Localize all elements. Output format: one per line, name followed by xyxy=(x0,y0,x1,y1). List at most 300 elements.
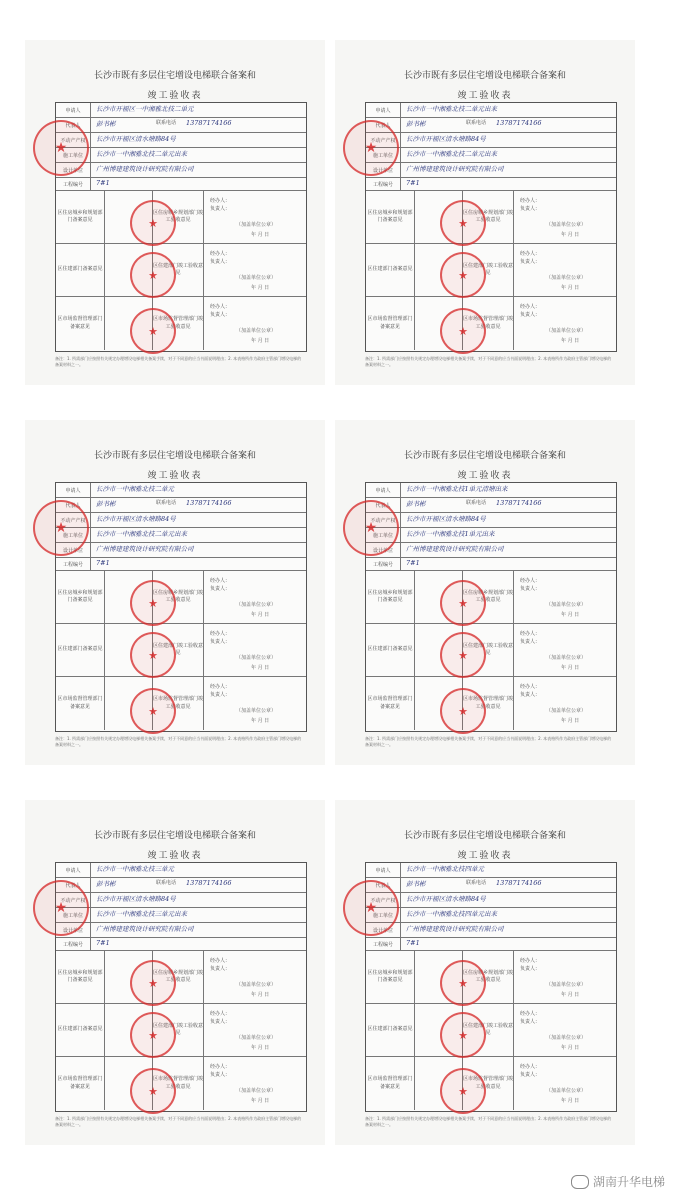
label-project: 工程编号 xyxy=(56,558,91,570)
label-construction-acceptance: 区住建部门竣工验收意见 xyxy=(152,1004,204,1056)
form-title: 长沙市既有多层住宅增设电梯联合备案和 xyxy=(93,831,256,841)
supervision-seal: （加盖单位公章） xyxy=(546,328,587,334)
label-project: 工程编号 xyxy=(366,558,401,570)
construction-handler: 经办人： xyxy=(520,631,541,637)
label-supervision-acceptance: 区市场监督管理部门竣工验收意见 xyxy=(462,677,514,730)
label-construction-dept: 区住建部门备案意见 xyxy=(56,1004,105,1056)
row-construction xyxy=(56,148,306,163)
planning-seal: （加盖单位公章） xyxy=(546,982,587,988)
row-supervision xyxy=(56,1057,306,1110)
supervision-seal: （加盖单位公章） xyxy=(546,708,587,714)
red-seal-stamp xyxy=(130,632,176,678)
red-seal-stamp xyxy=(33,880,89,936)
row-project xyxy=(56,938,306,951)
label-supervision: 区市场监督管理部门备案意见 xyxy=(56,1057,105,1110)
label-supervision: 区市场监督管理部门备案意见 xyxy=(56,677,105,730)
star-icon: ★ xyxy=(364,140,378,156)
form-subtitle: 竣工验收表 xyxy=(457,851,513,861)
label-design: 设计单位 xyxy=(366,543,401,557)
value-design: 广州博建建筑设计研究院有限公司 xyxy=(406,165,504,173)
label-supervision-acceptance: 区市场监督管理部门竣工验收意见 xyxy=(152,1057,204,1110)
value-construction: 长沙市一中湘雅北技二单元出来 xyxy=(96,530,187,538)
value-address: 长沙市开福区清水塘路84号 xyxy=(96,895,176,903)
planning-seal: （加盖单位公章） xyxy=(236,982,277,988)
construction-handler: 经办人： xyxy=(210,631,231,637)
label-construction-dept: 区住建部门备案意见 xyxy=(366,244,415,296)
supervision-date: 年 月 日 xyxy=(561,718,580,724)
star-icon: ★ xyxy=(364,900,378,916)
value-construction: 长沙市一中湘雅北技二单元出来 xyxy=(96,150,187,158)
label-construction-acceptance: 区住建部门竣工验收意见 xyxy=(152,624,204,676)
watermark-text: 湖南升华电梯 xyxy=(592,1175,665,1189)
label-construction: 施工单位 xyxy=(366,148,401,162)
star-icon: ★ xyxy=(148,216,158,230)
construction-handler: 经办人： xyxy=(210,1011,231,1017)
row-address xyxy=(366,513,616,528)
row-applicant xyxy=(366,103,616,118)
star-icon: ★ xyxy=(54,520,68,536)
form-table xyxy=(365,482,617,732)
value-construction: 长沙市一中湘雅北技二单元出来 xyxy=(406,150,497,158)
label-construction-dept: 区住建部门备案意见 xyxy=(366,1004,415,1056)
planning-handler: 经办人： xyxy=(520,198,541,204)
row-supervision xyxy=(366,1057,616,1110)
row-design xyxy=(56,923,306,938)
supervision-handler: 经办人： xyxy=(520,684,541,690)
value-phone: 13787174166 xyxy=(186,879,232,887)
form-note: 备注：1. 所需部门应按照有关规定办理增设电梯相关备案手续，对于不同意的应当书面说明理由；2. 本表格所作为政府主管部门增设电梯的备案材料之一。 xyxy=(55,1116,302,1127)
row-agent xyxy=(56,118,306,133)
planning-date: 年 月 日 xyxy=(561,232,580,238)
row-applicant xyxy=(56,483,306,498)
label-planning: 区住房城乡和规划部门备案意见 xyxy=(56,571,105,623)
label-contact: 联系电话 xyxy=(156,880,177,886)
label-contact: 联系电话 xyxy=(466,500,487,506)
value-project: 7#1 xyxy=(96,939,110,947)
red-seal-stamp xyxy=(130,200,176,246)
red-seal-stamp xyxy=(343,880,399,936)
label-project: 工程编号 xyxy=(366,938,401,950)
construction-responsible: 负责人： xyxy=(520,259,541,265)
form-subtitle: 竣工验收表 xyxy=(457,91,513,101)
supervision-responsible: 负责人： xyxy=(520,312,541,318)
value-design: 广州博建建筑设计研究院有限公司 xyxy=(406,925,504,933)
star-icon: ★ xyxy=(54,900,68,916)
form-subtitle: 竣工验收表 xyxy=(457,471,513,481)
label-project: 工程编号 xyxy=(366,178,401,190)
row-supervision xyxy=(56,677,306,730)
row-applicant xyxy=(366,863,616,878)
construction-seal: （加盖单位公章） xyxy=(546,275,587,281)
label-supervision-acceptance: 区市场监督管理部门竣工验收意见 xyxy=(462,1057,514,1110)
construction-seal: （加盖单位公章） xyxy=(236,275,277,281)
construction-handler: 经办人： xyxy=(520,1011,541,1017)
row-address xyxy=(56,893,306,908)
planning-handler: 经办人： xyxy=(520,958,541,964)
supervision-date: 年 月 日 xyxy=(251,1098,270,1104)
value-project: 7#1 xyxy=(96,179,110,187)
form-note: 备注：1. 所需部门应按照有关规定办理增设电梯相关备案手续，对于不同意的应当书面说明理由；2. 本表格所作为政府主管部门增设电梯的备案材料之一。 xyxy=(55,736,302,747)
form-title: 长沙市既有多层住宅增设电梯联合备案和 xyxy=(403,71,566,81)
label-supervision: 区市场监督管理部门备案意见 xyxy=(366,1057,415,1110)
planning-date: 年 月 日 xyxy=(561,612,580,618)
label-planning: 区住房城乡和规划部门备案意见 xyxy=(366,191,415,243)
label-address: 不动产产权 xyxy=(366,513,401,527)
label-agent: 代表人 xyxy=(366,878,401,892)
row-planning xyxy=(56,571,306,624)
label-planning: 区住房城乡和规划部门备案意见 xyxy=(366,951,415,1003)
row-supervision xyxy=(56,297,306,350)
row-address xyxy=(56,133,306,148)
label-design: 设计单位 xyxy=(56,163,91,177)
supervision-handler: 经办人： xyxy=(210,684,231,690)
red-seal-stamp xyxy=(33,120,89,176)
red-seal-stamp xyxy=(130,308,176,354)
planning-seal: （加盖单位公章） xyxy=(236,602,277,608)
row-project xyxy=(366,938,616,951)
star-icon: ★ xyxy=(148,704,158,718)
label-agent: 代表人 xyxy=(56,498,91,512)
supervision-responsible: 负责人： xyxy=(210,692,231,698)
row-construction-dept xyxy=(366,1004,616,1057)
star-icon: ★ xyxy=(364,520,378,536)
construction-handler: 经办人： xyxy=(210,251,231,257)
planning-handler: 经办人： xyxy=(210,958,231,964)
form-note: 备注：1. 所需部门应按照有关规定办理增设电梯相关备案手续，对于不同意的应当书面说明理由；2. 本表格所作为政府主管部门增设电梯的备案材料之一。 xyxy=(365,356,612,367)
construction-responsible: 负责人： xyxy=(520,1019,541,1025)
label-contact: 联系电话 xyxy=(156,500,177,506)
value-applicant: 长沙市一中湘雅北技三单元 xyxy=(96,865,174,873)
label-supervision: 区市场监督管理部门备案意见 xyxy=(56,297,105,350)
form-sheet xyxy=(25,40,325,385)
row-design xyxy=(56,163,306,178)
red-seal-stamp xyxy=(440,308,486,354)
value-design: 广州博建建筑设计研究院有限公司 xyxy=(96,165,194,173)
wechat-icon xyxy=(571,1175,589,1189)
planning-date: 年 月 日 xyxy=(251,992,270,998)
label-design: 设计单位 xyxy=(366,163,401,177)
row-address xyxy=(56,513,306,528)
label-design: 设计单位 xyxy=(56,923,91,937)
label-applicant: 申请人 xyxy=(56,863,91,877)
planning-responsible: 负责人： xyxy=(210,586,231,592)
supervision-handler: 经办人： xyxy=(210,1064,231,1070)
star-icon: ★ xyxy=(148,596,158,610)
red-seal-stamp xyxy=(33,500,89,556)
star-icon: ★ xyxy=(148,648,158,662)
label-construction: 施工单位 xyxy=(56,528,91,542)
star-icon: ★ xyxy=(458,216,468,230)
planning-date: 年 月 日 xyxy=(251,232,270,238)
red-seal-stamp xyxy=(130,960,176,1006)
row-applicant xyxy=(366,483,616,498)
supervision-handler: 经办人： xyxy=(210,304,231,310)
label-construction-dept: 区住建部门备案意见 xyxy=(56,244,105,296)
supervision-date: 年 月 日 xyxy=(561,338,580,344)
label-supervision-acceptance: 区市场监督管理部门竣工验收意见 xyxy=(462,297,514,350)
supervision-responsible: 负责人： xyxy=(210,312,231,318)
label-applicant: 申请人 xyxy=(366,103,401,117)
label-planning-acceptance: 区住房城乡规划部门竣工验收意见 xyxy=(152,191,204,243)
label-construction-acceptance: 区住建部门竣工验收意见 xyxy=(462,1004,514,1056)
label-applicant: 申请人 xyxy=(56,103,91,117)
label-address: 不动产产权 xyxy=(366,133,401,147)
supervision-seal: （加盖单位公章） xyxy=(236,708,277,714)
red-seal-stamp xyxy=(440,1068,486,1114)
form-subtitle: 竣工验收表 xyxy=(147,91,203,101)
value-phone: 13787174166 xyxy=(496,879,542,887)
form-table xyxy=(55,482,307,732)
form-sheet xyxy=(335,40,635,385)
supervision-responsible: 负责人： xyxy=(520,1072,541,1078)
construction-responsible: 负责人： xyxy=(210,259,231,265)
construction-date: 年 月 日 xyxy=(251,665,270,671)
star-icon: ★ xyxy=(148,324,158,338)
red-seal-stamp xyxy=(440,632,486,678)
supervision-handler: 经办人： xyxy=(520,304,541,310)
row-project xyxy=(366,558,616,571)
red-seal-stamp xyxy=(130,688,176,734)
value-phone: 13787174166 xyxy=(496,499,542,507)
label-planning-acceptance: 区住房城乡规划部门竣工验收意见 xyxy=(152,571,204,623)
star-icon: ★ xyxy=(458,648,468,662)
value-address: 长沙市开福区清水塘路84号 xyxy=(406,895,486,903)
form-subtitle: 竣工验收表 xyxy=(147,471,203,481)
value-phone: 13787174166 xyxy=(496,119,542,127)
construction-seal: （加盖单位公章） xyxy=(236,655,277,661)
star-icon: ★ xyxy=(148,1084,158,1098)
row-applicant xyxy=(56,863,306,878)
row-agent xyxy=(366,878,616,893)
planning-handler: 经办人： xyxy=(210,198,231,204)
label-construction-dept: 区住建部门备案意见 xyxy=(366,624,415,676)
red-seal-stamp xyxy=(440,960,486,1006)
label-construction: 施工单位 xyxy=(366,908,401,922)
planning-responsible: 负责人： xyxy=(210,206,231,212)
red-seal-stamp xyxy=(130,1068,176,1114)
label-construction: 施工单位 xyxy=(56,908,91,922)
construction-seal: （加盖单位公章） xyxy=(236,1035,277,1041)
label-construction-acceptance: 区住建部门竣工验收意见 xyxy=(152,244,204,296)
label-agent: 代表人 xyxy=(366,498,401,512)
row-design xyxy=(366,543,616,558)
star-icon: ★ xyxy=(54,140,68,156)
label-supervision-acceptance: 区市场监督管理部门竣工验收意见 xyxy=(152,297,204,350)
row-construction xyxy=(56,528,306,543)
label-supervision: 区市场监督管理部门备案意见 xyxy=(366,297,415,350)
star-icon: ★ xyxy=(148,1028,158,1042)
form-title: 长沙市既有多层住宅增设电梯联合备案和 xyxy=(93,71,256,81)
form-note: 备注：1. 所需部门应按照有关规定办理增设电梯相关备案手续，对于不同意的应当书面说明理由；2. 本表格所作为政府主管部门增设电梯的备案材料之一。 xyxy=(365,736,612,747)
label-planning-acceptance: 区住房城乡规划部门竣工验收意见 xyxy=(462,571,514,623)
construction-date: 年 月 日 xyxy=(251,1045,270,1051)
star-icon: ★ xyxy=(458,1084,468,1098)
row-supervision xyxy=(366,297,616,350)
form-sheet xyxy=(335,800,635,1145)
construction-date: 年 月 日 xyxy=(561,285,580,291)
row-construction xyxy=(366,148,616,163)
form-sheet xyxy=(25,420,325,765)
row-project xyxy=(366,178,616,191)
value-applicant: 长沙市一中湘雅北技1单元清塘出来 xyxy=(406,485,508,493)
red-seal-stamp xyxy=(440,1012,486,1058)
construction-handler: 经办人： xyxy=(520,251,541,257)
row-construction-dept xyxy=(366,624,616,677)
star-icon: ★ xyxy=(458,1028,468,1042)
value-phone: 13787174166 xyxy=(186,119,232,127)
row-construction-dept xyxy=(56,624,306,677)
planning-responsible: 负责人： xyxy=(520,206,541,212)
row-agent xyxy=(56,878,306,893)
label-applicant: 申请人 xyxy=(56,483,91,497)
supervision-seal: （加盖单位公章） xyxy=(236,1088,277,1094)
star-icon: ★ xyxy=(458,704,468,718)
row-agent xyxy=(366,498,616,513)
value-construction: 长沙市一中湘雅北技四单元出来 xyxy=(406,910,497,918)
watermark xyxy=(571,1173,665,1190)
planning-seal: （加盖单位公章） xyxy=(546,602,587,608)
value-project: 7#1 xyxy=(406,559,420,567)
value-applicant: 长沙市一中湘雅北技四单元 xyxy=(406,865,484,873)
star-icon: ★ xyxy=(458,596,468,610)
supervision-responsible: 负责人： xyxy=(520,692,541,698)
label-applicant: 申请人 xyxy=(366,483,401,497)
row-planning xyxy=(366,191,616,244)
planning-handler: 经办人： xyxy=(520,578,541,584)
value-agent: 彭书彬 xyxy=(96,120,116,128)
form-table xyxy=(365,102,617,352)
planning-date: 年 月 日 xyxy=(251,612,270,618)
row-planning xyxy=(366,571,616,624)
star-icon: ★ xyxy=(458,268,468,282)
form-title: 长沙市既有多层住宅增设电梯联合备案和 xyxy=(403,831,566,841)
red-seal-stamp xyxy=(440,200,486,246)
row-construction-dept xyxy=(56,244,306,297)
label-address: 不动产产权 xyxy=(366,893,401,907)
label-construction-acceptance: 区住建部门竣工验收意见 xyxy=(462,244,514,296)
form-sheet xyxy=(335,420,635,765)
value-construction: 长沙市一中湘雅北技三单元出来 xyxy=(96,910,187,918)
value-agent: 彭书彬 xyxy=(96,880,116,888)
value-applicant: 长沙市一中湘雅北技二单元出来 xyxy=(406,105,497,113)
label-agent: 代表人 xyxy=(56,878,91,892)
supervision-date: 年 月 日 xyxy=(251,338,270,344)
label-contact: 联系电话 xyxy=(466,880,487,886)
red-seal-stamp xyxy=(440,688,486,734)
construction-seal: （加盖单位公章） xyxy=(546,655,587,661)
label-construction-dept: 区住建部门备案意见 xyxy=(56,624,105,676)
supervision-seal: （加盖单位公章） xyxy=(236,328,277,334)
supervision-handler: 经办人： xyxy=(520,1064,541,1070)
construction-seal: （加盖单位公章） xyxy=(546,1035,587,1041)
label-construction-acceptance: 区住建部门竣工验收意见 xyxy=(462,624,514,676)
row-agent xyxy=(366,118,616,133)
row-address xyxy=(366,133,616,148)
red-seal-stamp xyxy=(130,1012,176,1058)
planning-date: 年 月 日 xyxy=(561,992,580,998)
form-table xyxy=(55,862,307,1112)
row-planning xyxy=(56,191,306,244)
star-icon: ★ xyxy=(148,976,158,990)
value-design: 广州博建建筑设计研究院有限公司 xyxy=(96,545,194,553)
construction-responsible: 负责人： xyxy=(210,639,231,645)
row-address xyxy=(366,893,616,908)
label-planning: 区住房城乡和规划部门备案意见 xyxy=(366,571,415,623)
label-planning-acceptance: 区住房城乡规划部门竣工验收意见 xyxy=(152,951,204,1003)
label-agent: 代表人 xyxy=(56,118,91,132)
row-design xyxy=(366,923,616,938)
row-design xyxy=(56,543,306,558)
form-title: 长沙市既有多层住宅增设电梯联合备案和 xyxy=(403,451,566,461)
label-applicant: 申请人 xyxy=(366,863,401,877)
star-icon: ★ xyxy=(458,324,468,338)
value-design: 广州博建建筑设计研究院有限公司 xyxy=(406,545,504,553)
form-sheet xyxy=(25,800,325,1145)
construction-responsible: 负责人： xyxy=(210,1019,231,1025)
row-construction xyxy=(366,908,616,923)
value-project: 7#1 xyxy=(406,939,420,947)
value-applicant: 长沙市开福区一中湘雅北技二单元 xyxy=(96,105,194,113)
value-applicant: 长沙市一中湘雅北技二单元 xyxy=(96,485,174,493)
label-contact: 联系电话 xyxy=(466,120,487,126)
supervision-seal: （加盖单位公章） xyxy=(546,1088,587,1094)
label-address: 不动产产权 xyxy=(56,133,91,147)
form-note: 备注：1. 所需部门应按照有关规定办理增设电梯相关备案手续，对于不同意的应当书面说明理由；2. 本表格所作为政府主管部门增设电梯的备案材料之一。 xyxy=(55,356,302,367)
form-table xyxy=(365,862,617,1112)
red-seal-stamp xyxy=(130,252,176,298)
row-supervision xyxy=(366,677,616,730)
row-construction-dept xyxy=(56,1004,306,1057)
red-seal-stamp xyxy=(130,580,176,626)
row-planning xyxy=(366,951,616,1004)
form-table xyxy=(55,102,307,352)
value-address: 长沙市开福区清水塘路84号 xyxy=(96,515,176,523)
construction-date: 年 月 日 xyxy=(561,1045,580,1051)
form-subtitle: 竣工验收表 xyxy=(147,851,203,861)
label-address: 不动产产权 xyxy=(56,893,91,907)
label-supervision-acceptance: 区市场监督管理部门竣工验收意见 xyxy=(152,677,204,730)
value-construction: 长沙市一中湘雅北技1单元出来 xyxy=(406,530,495,538)
star-icon: ★ xyxy=(458,976,468,990)
value-agent: 彭书彬 xyxy=(406,500,426,508)
label-address: 不动产产权 xyxy=(56,513,91,527)
red-seal-stamp xyxy=(440,252,486,298)
row-agent xyxy=(56,498,306,513)
planning-seal: （加盖单位公章） xyxy=(236,222,277,228)
label-planning-acceptance: 区住房城乡规划部门竣工验收意见 xyxy=(462,951,514,1003)
label-planning: 区住房城乡和规划部门备案意见 xyxy=(56,191,105,243)
supervision-date: 年 月 日 xyxy=(251,718,270,724)
planning-seal: （加盖单位公章） xyxy=(546,222,587,228)
value-agent: 彭书彬 xyxy=(406,120,426,128)
form-note: 备注：1. 所需部门应按照有关规定办理增设电梯相关备案手续，对于不同意的应当书面说明理由；2. 本表格所作为政府主管部门增设电梯的备案材料之一。 xyxy=(365,1116,612,1127)
label-construction: 施工单位 xyxy=(366,528,401,542)
row-planning xyxy=(56,951,306,1004)
construction-responsible: 负责人： xyxy=(520,639,541,645)
label-contact: 联系电话 xyxy=(156,120,177,126)
label-construction: 施工单位 xyxy=(56,148,91,162)
label-planning-acceptance: 区住房城乡规划部门竣工验收意见 xyxy=(462,191,514,243)
planning-responsible: 负责人： xyxy=(520,586,541,592)
row-project xyxy=(56,178,306,191)
label-design: 设计单位 xyxy=(366,923,401,937)
planning-handler: 经办人： xyxy=(210,578,231,584)
value-design: 广州博建建筑设计研究院有限公司 xyxy=(96,925,194,933)
supervision-date: 年 月 日 xyxy=(561,1098,580,1104)
row-design xyxy=(366,163,616,178)
value-project: 7#1 xyxy=(96,559,110,567)
label-project: 工程编号 xyxy=(56,178,91,190)
